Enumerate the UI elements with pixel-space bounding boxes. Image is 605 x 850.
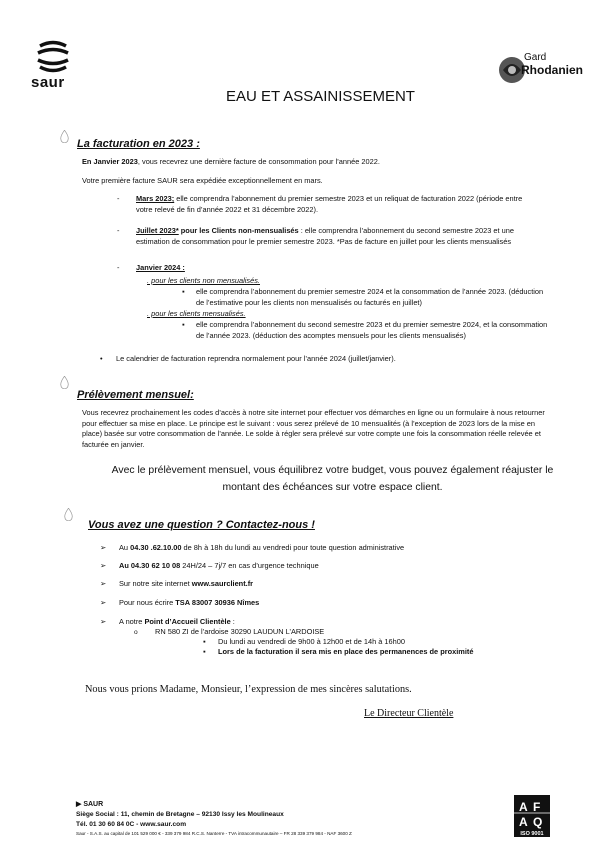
- website-link[interactable]: www.saurclient.fr: [191, 579, 254, 588]
- dash-mark: -: [117, 194, 120, 203]
- footer-tel: Tél. 01 30 60 84 0C - www.saur.com: [76, 821, 187, 828]
- contact-phone-admin: Au 04.30 .62.10.00 de 8h à 18h du lundi au vendredi pour toute question administrative: [119, 543, 405, 552]
- contact-title: Vous avez une question ? Contactez-nous !: [88, 519, 315, 531]
- bullet-mark: ▪: [203, 637, 206, 646]
- footer-legal: Saur - S.A.S. au capital de 101 529 000 € - 339 379 984 R.C.S. Nanterre - TVA intracommunautaire – FR 28 339 379 984 - NAF 3600 Z: [76, 831, 352, 836]
- contact-phone-urgence: Au 04.30 62 10 08 24H/24 – 7j/7 en cas d’urgence technique: [119, 561, 319, 570]
- juillet-item: [136, 226, 586, 247]
- non-mensualises-text: elle comprendra l’abonnement du premier semestre 2024 et la consommation de l’année 2023. (déduction de l’estimative pour les clients non mensualisés ou facturés en juillet): [196, 287, 544, 307]
- svg-text:A: A: [519, 800, 528, 814]
- water-drop-icon: [60, 376, 69, 389]
- juillet-bold-rest: pour les Clients non-mensualisés: [178, 226, 299, 235]
- saur-logo: [30, 40, 76, 92]
- intro-bold: En Janvier 2023: [82, 157, 138, 166]
- partner-logo: [497, 48, 583, 92]
- non-mensualises-label: . pour les clients non mensualisés.: [147, 276, 260, 285]
- dash-mark: -: [117, 263, 120, 272]
- page-title: EAU ET ASSAINISSEMENT: [226, 88, 415, 105]
- bullet-mark: ▪: [203, 647, 206, 656]
- saur-logo-text: saur: [31, 74, 65, 91]
- svg-text:Q: Q: [533, 815, 543, 829]
- svg-text:F: F: [533, 800, 541, 814]
- afaq-certification-icon: [514, 795, 550, 831]
- water-drop-icon: [64, 508, 73, 521]
- bullet-mark: ▪: [182, 320, 185, 329]
- signature: Le Directeur Clientèle: [364, 708, 454, 719]
- arrow-bullet-icon: ➢: [100, 543, 107, 552]
- contact-website: Sur notre site internet www.saurclient.fr: [119, 579, 254, 588]
- salutation: Nous vous prions Madame, Monsieur, l’expression de mes sincères salutations.: [85, 684, 412, 695]
- svg-text:A: A: [519, 815, 528, 829]
- contact-postal: Pour nous écrire TSA 83007 30936 Nîmes: [119, 598, 260, 607]
- prelevement-title: Prélèvement mensuel:: [77, 389, 194, 401]
- prelevement-highlight: Avec le prélèvement mensuel, vous équilibrez votre budget, vous pouvez également réajuster le montant des échéances sur votre espace client.: [111, 465, 554, 493]
- arrow-bullet-icon: ➢: [100, 561, 107, 570]
- dash-mark: -: [117, 226, 120, 235]
- footer-company: ▶ SAUR: [76, 801, 104, 808]
- water-drop-icon: [60, 130, 69, 143]
- accueil-address: RN 580 ZI de l’ardoise 30290 LAUDUN L’ARDOISE: [155, 627, 325, 636]
- arrow-bullet-icon: ➢: [100, 598, 107, 607]
- contact-accueil: A notre Point d’Accueil Clientèle :: [119, 617, 235, 626]
- accueil-hours: Du lundi au vendredi de 9h00 à 12h00 et de 14h à 16h00: [218, 637, 405, 646]
- facturation-title: La facturation en 2023 :: [77, 138, 200, 150]
- partner-logo-line1: Gard: [524, 52, 547, 63]
- facturation-line2: Votre première facture SAUR sera expédiée exceptionnellement en mars.: [82, 176, 323, 185]
- mars-item: [136, 194, 586, 215]
- facturation-intro: [82, 157, 380, 168]
- mensualises-label: . pour les clients mensualisés.: [147, 309, 246, 318]
- footer-siege: Siège Social : 11, chemin de Bretagne – 92130 Issy les Moulineaux: [76, 811, 284, 818]
- arrow-bullet-icon: ➢: [100, 617, 107, 626]
- juillet-text-2: estimation de consommation pour le premier semestre 2023. *Pas de facture en juillet pour les clients mensualisés: [136, 236, 512, 246]
- bullet-dot: •: [100, 354, 103, 363]
- mars-label: Mars 2023;: [136, 194, 175, 203]
- circle-bullet: o: [134, 629, 138, 636]
- mars-text-2: votre relevé de fin d’année 2022 et 31 décembre 2022).: [136, 204, 319, 214]
- mars-text-1: elle comprendra l’abonnement du premier semestre 2023 et un reliquat de facturation 2022 (période entre: [174, 194, 523, 203]
- footer-logo-icon: ▶: [76, 801, 84, 808]
- juillet-label: Juillet 2023*: [136, 226, 179, 235]
- mensualises-text: elle comprendra l’abonnement du second semestre 2023 et du premier semestre 2024, et la consommation de l’année 2023. (déduction des acomptes mensuels pour les clients mensualisés): [196, 320, 548, 340]
- prelevement-paragraph: Vous recevrez prochainement les codes d’accès à notre site internet pour effectuer vos démarches en ligne ou un formulaire à nous retourner pour effectuer sa mise en place. Le principe est le suivant : vous serez prélevé de 10 mensualités (à l’exception de 2023 lors de la mise en place) basée sur votre consommation de l’année. Le solde à régler sera prélevé sur votre compte une fois la consommation réelle relevée et facturée en janvier.: [82, 408, 545, 449]
- partner-logo-line2: Rhodanien: [521, 63, 583, 77]
- accueil-permanence: Lors de la facturation il sera mis en place des permanences de proximité: [218, 647, 474, 656]
- bullet-mark: ▪: [182, 287, 185, 296]
- janvier-label: Janvier 2024 :: [136, 263, 185, 272]
- iso-label: ISO 9001: [514, 831, 550, 837]
- intro-rest: , vous recevrez une dernière facture de consommation pour l’année 2022.: [137, 157, 380, 166]
- calendar-note: Le calendrier de facturation reprendra normalement pour l’année 2024 (juillet/janvier).: [116, 354, 396, 363]
- afaq-iso-logo: [514, 795, 550, 839]
- waves-icon: [30, 40, 76, 76]
- arrow-bullet-icon: ➢: [100, 579, 107, 588]
- juillet-text-1: : elle comprendra l’abonnement du second semestre 2023 et une: [298, 226, 514, 235]
